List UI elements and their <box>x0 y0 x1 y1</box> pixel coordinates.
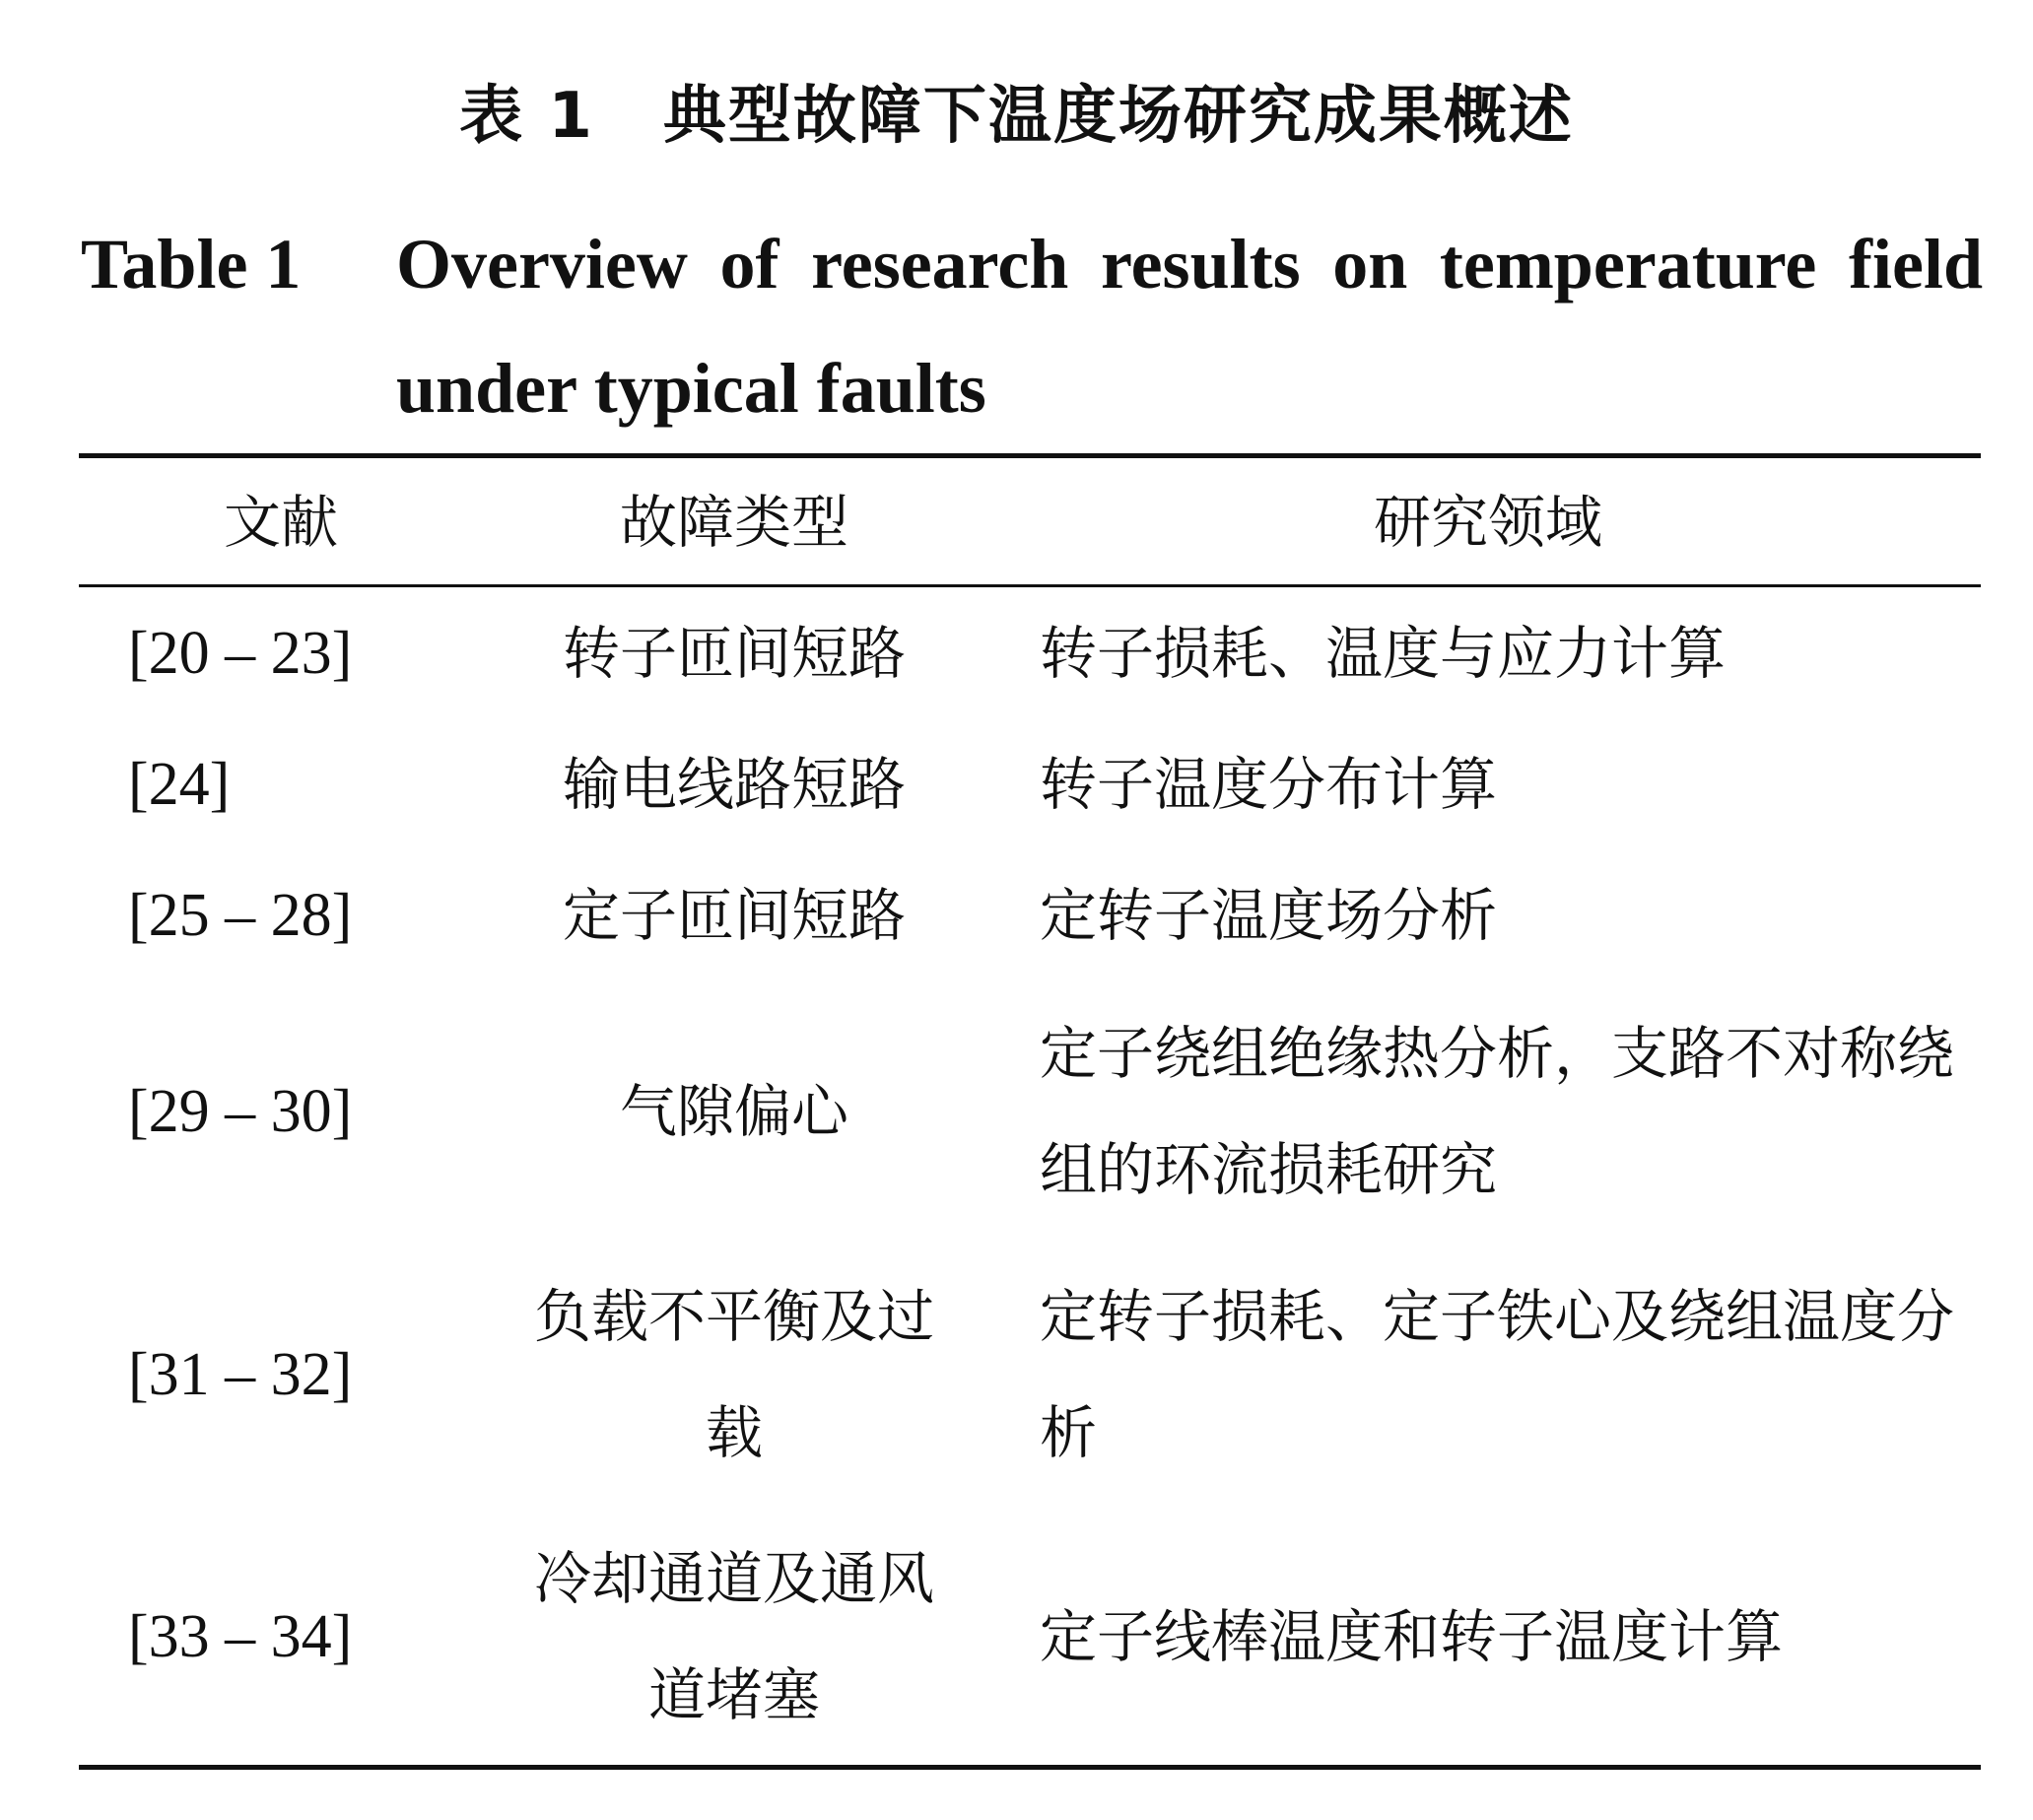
fault-type-cell <box>527 726 941 843</box>
reference-cell: [33 – 34] <box>128 1602 353 1670</box>
reference-cell: [25 – 28] <box>128 881 353 949</box>
table-row <box>79 1520 1981 1753</box>
reference-cell: [20 – 23] <box>128 619 353 687</box>
research-area-cell <box>1040 1520 1966 1753</box>
research-area-text: 定子线棒温度和转子温度计算 <box>1040 1603 1784 1670</box>
table-row <box>79 995 1981 1228</box>
table-title-en: Overview of research results on temperature field under typical faults <box>396 225 1983 428</box>
fault-type-cell <box>527 1258 941 1491</box>
table-bottom-rule <box>79 1765 1981 1770</box>
research-area-cell <box>1040 1258 1966 1491</box>
table-row <box>79 857 1981 974</box>
table-header-rule <box>79 584 1981 587</box>
header-reference: 文献 <box>223 489 338 556</box>
fault-type-text: 转子匝间短路 <box>562 620 906 687</box>
header-fault-type: 故障类型 <box>619 489 848 556</box>
research-area-cell <box>1040 995 1966 1228</box>
research-area-cell <box>1040 595 1966 711</box>
research-area-text: 定转子温度场分析 <box>1040 882 1498 949</box>
research-area-text: 转子损耗、温度与应力计算 <box>1040 620 1727 687</box>
reference-cell: [31 – 32] <box>128 1340 353 1408</box>
fault-type-cell <box>527 595 941 711</box>
fault-type-cell <box>527 1520 941 1753</box>
research-area-text: 转子温度分布计算 <box>1040 751 1498 818</box>
table-caption-cn <box>0 77 2033 156</box>
table-row <box>79 726 1981 843</box>
fault-type-cell <box>527 995 941 1228</box>
fault-type-text: 输电线路短路 <box>562 751 906 818</box>
reference-cell: [29 – 30] <box>128 1077 353 1145</box>
research-area-text: 定子绕组绝缘热分析，支路不对称绕组的环流损耗研究 <box>1040 1020 1955 1203</box>
research-area-cell <box>1040 726 1966 843</box>
header-research-area: 研究领域 <box>1373 489 1602 556</box>
fault-type-text: 定子匝间短路 <box>562 882 906 949</box>
table-caption-en <box>81 202 1983 450</box>
research-area-cell <box>1040 857 1966 974</box>
fault-type-cell <box>527 857 941 974</box>
fault-type-text: 冷却通道及通风道堵塞 <box>533 1545 934 1728</box>
table-top-rule <box>79 453 1981 458</box>
research-area-text: 定转子损耗、定子铁心及绕组温度分析 <box>1040 1283 1955 1466</box>
fault-type-text: 负载不平衡及过载 <box>533 1283 934 1466</box>
table-label-en: Table 1 <box>81 225 302 303</box>
table-row <box>79 595 1981 711</box>
fault-type-text: 气隙偏心 <box>619 1078 848 1145</box>
table-title-cn: 典型故障下温度场研究成果概述 <box>662 80 1574 153</box>
reference-cell: [24] <box>128 750 231 818</box>
table-label-cn: 表 1 <box>459 80 594 153</box>
table-row <box>79 1258 1981 1491</box>
